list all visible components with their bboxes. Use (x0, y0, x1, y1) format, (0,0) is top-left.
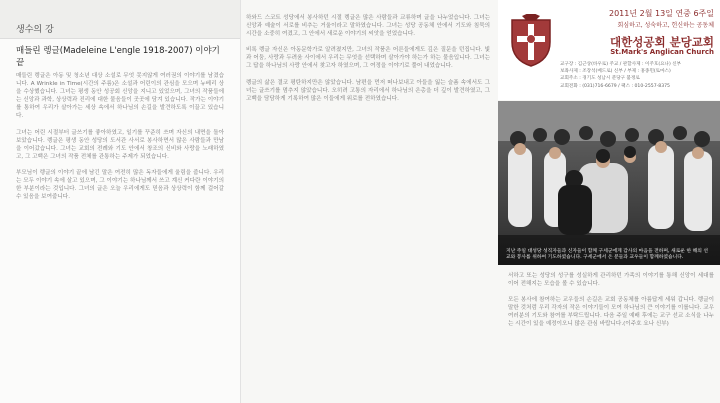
paragraph: 서하고 또는 성당의 성구를 성실하게 관리하던 가족의 이야기를 통해 신앙이 세대를 이어 전해지는 모습을 볼 수 있습니다. (508, 273, 714, 288)
church-name-english: St.Mark's Anglican Church (610, 48, 714, 56)
church-emblem-icon (508, 14, 554, 68)
masthead (498, 0, 720, 100)
info-line: 보좌사제 : 조장석(베드로) 신부 / 부제 : 홍종민(토마스) (560, 69, 671, 75)
info-line: 교회주소 : 경기도 성남시 분당구 불정로 (560, 76, 640, 82)
article-body-middle (244, 0, 494, 103)
article-column-middle (244, 0, 494, 403)
paragraph: 모든 봉사에 참여하는 교우들의 손길은 교회 공동체를 아름답게 세워 갑니다. 렝글이 말한 것처럼 우리 각자의 작은 이야기들이 모여 하나님의 큰 이야기를 이룹니다. 교우 여러분의 기도와 참여를 부탁드립니다. 다음 주일 예배 후에는 교구 선교 소식을 나누는 시간이 있을 예정이오니 많은 관심 바랍니다.(이주호 요나 신부) (508, 297, 714, 328)
photo-caption: 지난 주일 대성당 성직자들과 신자들이 함께 구세군에게 감사의 마음을 전하며, 새로운 한 해의 선교와 봉사를 위하여 기도하였습니다. 구세군에서 온 분들과 교우들이 함께하였습니다. (506, 248, 709, 261)
photo-image (498, 101, 720, 265)
article-body-right (498, 272, 720, 337)
paragraph: 렝글의 삶은 결코 평탄하지만은 않았습니다. 남편을 먼저 떠나보내고 아들을 잃는 슬픔 속에서도 그녀는 글쓰기를 멈추지 않았습니다. 오히려 고통의 자리에서 하나님의 은총을 더 깊이 발견하였고, 그 고백을 담담하게 기록하여 많은 이들에게 위로를 전하였습니다. (246, 79, 490, 102)
church-name-korean: 대한성공회 분당교회 (610, 35, 714, 49)
article-title: 매들린 렝글(Madeleine L'engle 1918-2007) 이야기 끝 (16, 46, 220, 68)
info-line: 교구장 : 김근상(바우로) 주교 / 관할사제 : 이주호(요나) 신부 (560, 62, 682, 67)
congregation-photo (498, 101, 720, 265)
masthead-column (498, 0, 720, 403)
section-title: 생수의 강 (16, 25, 54, 35)
church-motto: 회심하고, 성숙하고, 헌신하는 공동체 (617, 22, 714, 29)
paragraph: 부모님이 렝글의 이야기 끝에 남긴 말은 여전히 많은 독자들에게 울림을 줍니다. 우리는 모두 이야기 속에 살고 있으며, 그 이야기는 하나님께서 쓰고 계신 커다란 이야기의 한 부분이라는 것입니다. 그녀의 글은 오늘 우리에게도 믿음과 상상력이 함께 걸어갈 수 있음을 보여줍니다. (16, 169, 224, 201)
church-info (560, 61, 714, 90)
paragraph: 그녀는 어린 시절부터 글쓰기를 좋아하였고, 일기를 꾸준히 쓰며 자신의 내면을 돌아보았습니다. 렝글은 평생 동안 성당의 도서관 사서로 봉사하면서 많은 사람들과 만남을 이어갔습니다. 그녀는 교회의 전례와 기도 안에서 창조의 신비와 사랑을 노래하였고, 그 고백은 그녀의 작품 전체를 관통하는 주제가 되었습니다. (16, 129, 224, 160)
article-column-left (0, 0, 241, 403)
section-header (0, 0, 240, 39)
paragraph: 매들린 렝글은 아동 및 청소년 대상 소설로 무엇 못지않게 여러권의 이야기를 남겼습니다. A Wrinkle in Time(시간의 주름)은 소설과 어린이의 관심을 모으며 뉴베리 상을 수상했습니다. 그녀는 평생 동안 성공회 신앙을 지니고 있었으며, 그녀의 작품들에는 신앙과 과학, 상상력과 진리에 대한 물음들이 곳곳에 담겨 있습니다. 작가는 이야기를 통하여 우리가 살아가는 세상 속에서 하나님의 손길을 발견하도록 이끌고 있습니다. (16, 73, 224, 120)
article-body-left (0, 72, 240, 201)
paragraph: 하와드 스코트 성당에서 봉사하던 시절 렝글은 많은 사람들과 교류하며 글을 나누었습니다. 그녀는 신앙과 예술이 서로를 비추는 거울이라고 말하였습니다. 그녀는 성당 공동체 안에서 기도와 침묵의 시간을 소중히 여겼고, 그 안에서 새로운 이야기의 씨앗을 얻었습니다. (246, 15, 490, 38)
bulletin-date: 2011년 2월 13일 연중 6주일 (609, 9, 714, 18)
info-line: 교회전화 : (031)716-6679 / 팩스 : 010-2557-8375 (560, 83, 670, 89)
paragraph: 비록 렝글 자신은 아동문학가로 알려졌지만, 그녀의 작품은 어른들에게도 깊은 질문을 던집니다. 빛과 어둠, 사랑과 두려움 사이에서 우리는 무엇을 선택하며 살아가야 하는가 하는 물음입니다. 그녀는 그 답을 하나님의 사랑 안에서 찾고자 하였으며, 그 여정을 이야기로 풀어 내었습니다. (246, 47, 490, 70)
